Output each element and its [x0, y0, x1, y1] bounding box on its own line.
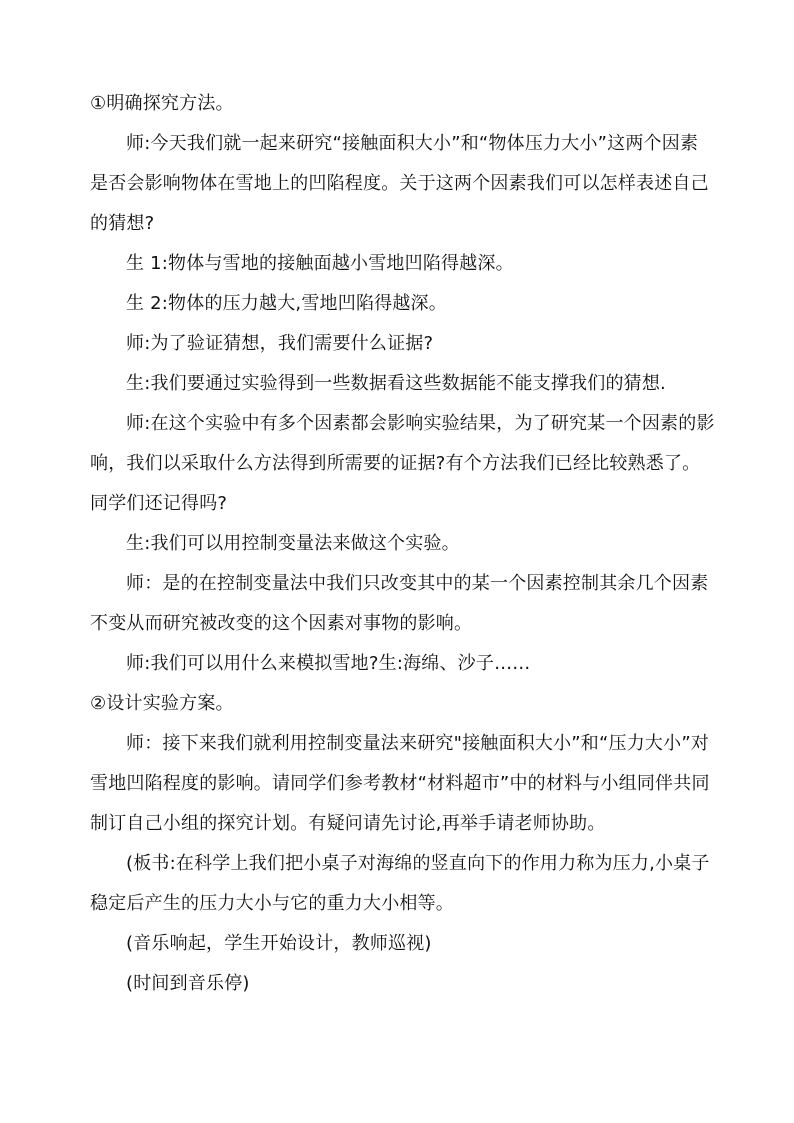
- paragraph-student-control: 生:我们可以用控制变量法来做这个实验。: [126, 533, 460, 554]
- paragraph-teacher-control: 师：是的在控制变量法中我们只改变其中的某一个因素控制其余几个因素不变从而研究被改变的这个因素对事物的影响。: [90, 573, 709, 634]
- paragraph-teacher-plan: 师：接下来我们就利用控制变量法来研究"接触面积大小”和“压力大小”对雪地凹陷程度的影响。请同学们参考教材“材料超市”中的材料与小组同伴共同制订自己小组的探究计划。有疑问请先讨论,再举手请老师协助。: [90, 733, 710, 834]
- paragraph-teacher-evidence: 师:为了验证猜想，我们需要什么证据?: [126, 333, 434, 354]
- paragraph-teacher-simulate: 师:我们可以用什么来模拟雪地?生:海绵、沙子……: [126, 653, 531, 674]
- document-body: [90, 84, 715, 1004]
- section-heading-design: ②设计实验方案。: [90, 693, 234, 714]
- paragraph-board-note: (板书:在科学上我们把小桌子对海绵的竖直向下的作用力称为压力,小桌子稳定后产生的压力大小与它的重力大小相等。: [90, 853, 710, 914]
- paragraph-student-data: 生:我们要通过实验得到一些数据看这些数据能不能支撑我们的猜想.: [126, 373, 666, 394]
- paragraph-music-stop: (时间到音乐停): [126, 973, 250, 994]
- paragraph-student-2: 生 2:物体的压力越大,雪地凹陷得越深。: [126, 293, 447, 314]
- paragraph-student-1: 生 1:物体与雪地的接触面越小雪地凹陷得越深。: [126, 253, 514, 274]
- paragraph-music-start: (音乐响起，学生开始设计，教师巡视): [126, 933, 432, 954]
- paragraph-teacher-method: 师:在这个实验中有多个因素都会影响实验结果，为了研究某一个因素的影响，我们以采取什么方法得到所需要的证据?有个方法我们已经比较熟悉了。同学们还记得吗?: [90, 413, 715, 514]
- paragraph-teacher-intro: 师:今天我们就一起来研究“接触面积大小”和“物体压力大小”这两个因素是否会影响物体在雪地上的凹陷程度。关于这两个因素我们可以怎样表述自己的猜想?: [90, 133, 709, 234]
- section-heading-method: ①明确探究方法。: [90, 93, 234, 114]
